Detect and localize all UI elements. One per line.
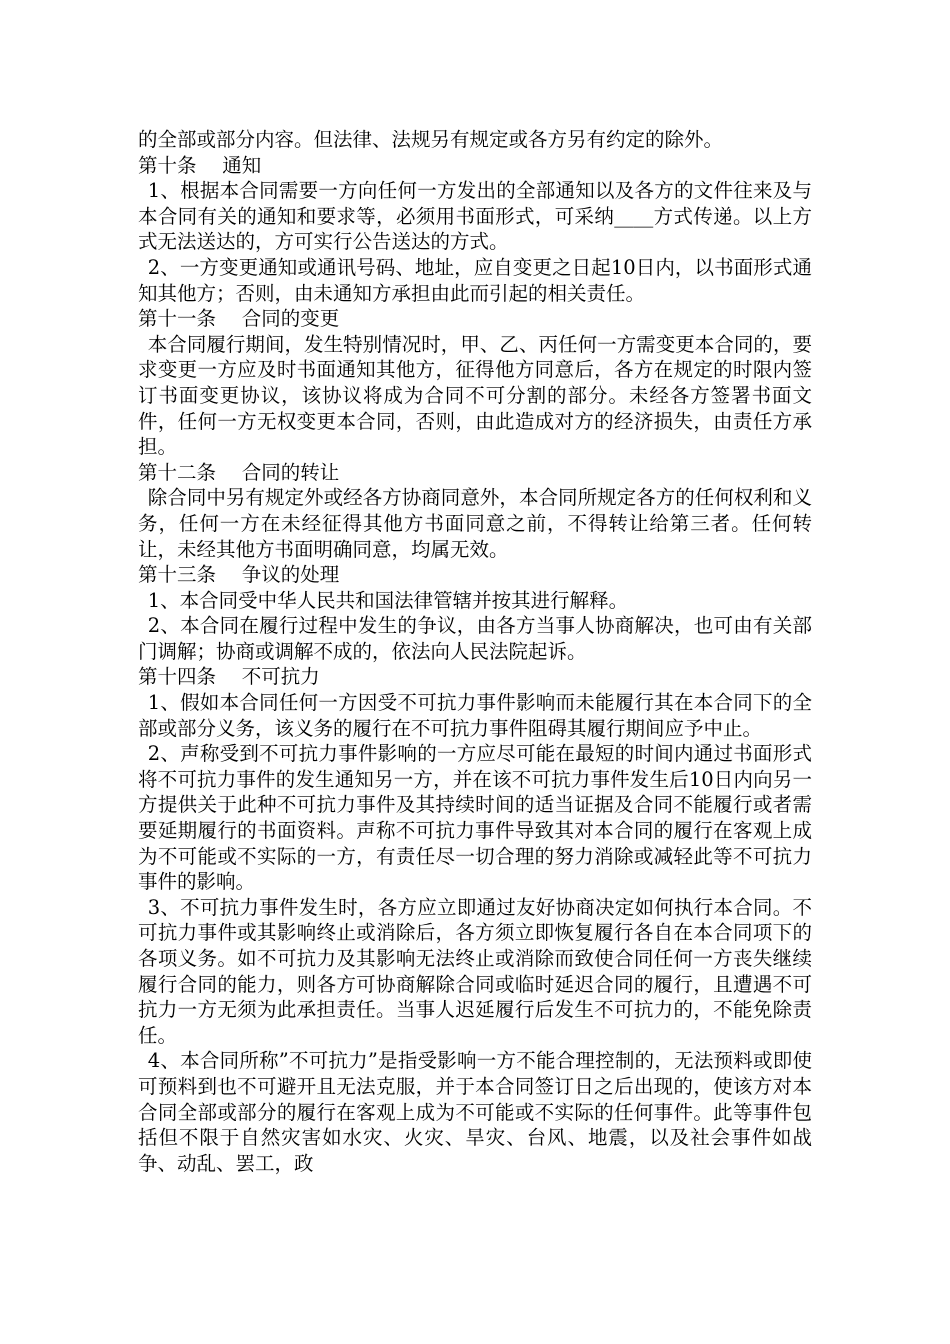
paragraph: 1、本合同受中华人民共和国法律管辖并按其进行解释。: [147, 588, 629, 612]
article-heading-13: 第十三条 争议的处理: [138, 563, 340, 587]
article-heading-12: 第十二条 合同的转让: [138, 460, 340, 484]
paragraph: 4、本合同所称”不可抗力”是指受影响一方不能合理控制的，无法预料或即使可预料到也不可避开且无法克服，并于本合同签订日之后出现的，使该方对本合同全部或部分的履行在客观上成为不可能或不实际的任何事件。此等事件包括但不限于自然灾害如水灾、火灾、旱灾、台风、地震，以及社会事件如战争、动乱、罢工，政: [138, 1049, 812, 1175]
paragraph: 本合同履行期间，发生特别情况时，甲、乙、丙任何一方需变更本合同的，要求变更一方应及时书面通知其他方，征得他方同意后，各方在规定的时限内签订书面变更协议，该协议将成为合同不可分割的部分。未经各方签署书面文件，任何一方无权变更本合同，否则，由此造成对方的经济损失，由责任方承担。: [138, 332, 812, 459]
paragraph: 除合同中另有规定外或经各方协商同意外，本合同所规定各方的任何权利和义务，任何一方在未经征得其他方书面同意之前，不得转让给第三者。任何转让，未经其他方书面明确同意，均属无效。: [138, 486, 812, 561]
article-heading-10: 第十条 通知: [138, 153, 262, 177]
paragraph: 2、本合同在履行过程中发生的争议，由各方当事人协商解决，也可由有关部门调解；协商或调解不成的，依法向人民法院起诉。: [138, 614, 812, 663]
paragraph-continuation: 的全部或部分内容。但法律、法规另有规定或各方另有约定的除外。: [138, 128, 724, 151]
paragraph: 3、不可抗力事件发生时，各方应立即通过友好协商决定如何执行本合同。不可抗力事件或其影响终止或消除后，各方须立即恢复履行各自在本合同项下的各项义务。如不可抗力及其影响无法终止或消除而致使合同任何一方丧失继续履行合同的能力，则各方可协商解除合同或临时延迟合同的履行，且遭遇不可抗力一方无须为此承担责任。当事人迟延履行后发生不可抗力的，不能免除责任。: [138, 895, 812, 1047]
article-heading-11: 第十一条 合同的变更: [138, 307, 340, 331]
article-heading-14: 第十四条 不可抗力: [138, 665, 320, 689]
document-body: [138, 127, 812, 1176]
paragraph: 1、假如本合同任何一方因受不可抗力事件影响而未能履行其在本合同下的全部或部分义务，该义务的履行在不可抗力事件阻碍其履行期间应予中止。: [138, 691, 812, 740]
paragraph: 2、一方变更通知或通讯号码、地址，应自变更之日起10日内，以书面形式通知其他方；否则，由未通知方承担由此而引起的相关责任。: [138, 255, 812, 305]
paragraph: 1、根据本合同需要一方向任何一方发出的全部通知以及各方的文件往来及与本合同有关的通知和要求等，必须用书面形式，可采纳____方式传递。以上方式无法送达的，方可实行公告送达的方式。: [138, 179, 812, 254]
paragraph: 2、声称受到不可抗力事件影响的一方应尽可能在最短的时间内通过书面形式将不可抗力事件的发生通知另一方，并在该不可抗力事件发生后10日内向另一方提供关于此种不可抗力事件及其持续时间的适当证据及合同不能履行或者需要延期履行的书面资料。声称不可抗力事件导致其对本合同的履行在客观上成为不可能或不实际的一方，有责任尽一切合理的努力消除或减轻此等不可抗力事件的影响。: [138, 742, 812, 894]
